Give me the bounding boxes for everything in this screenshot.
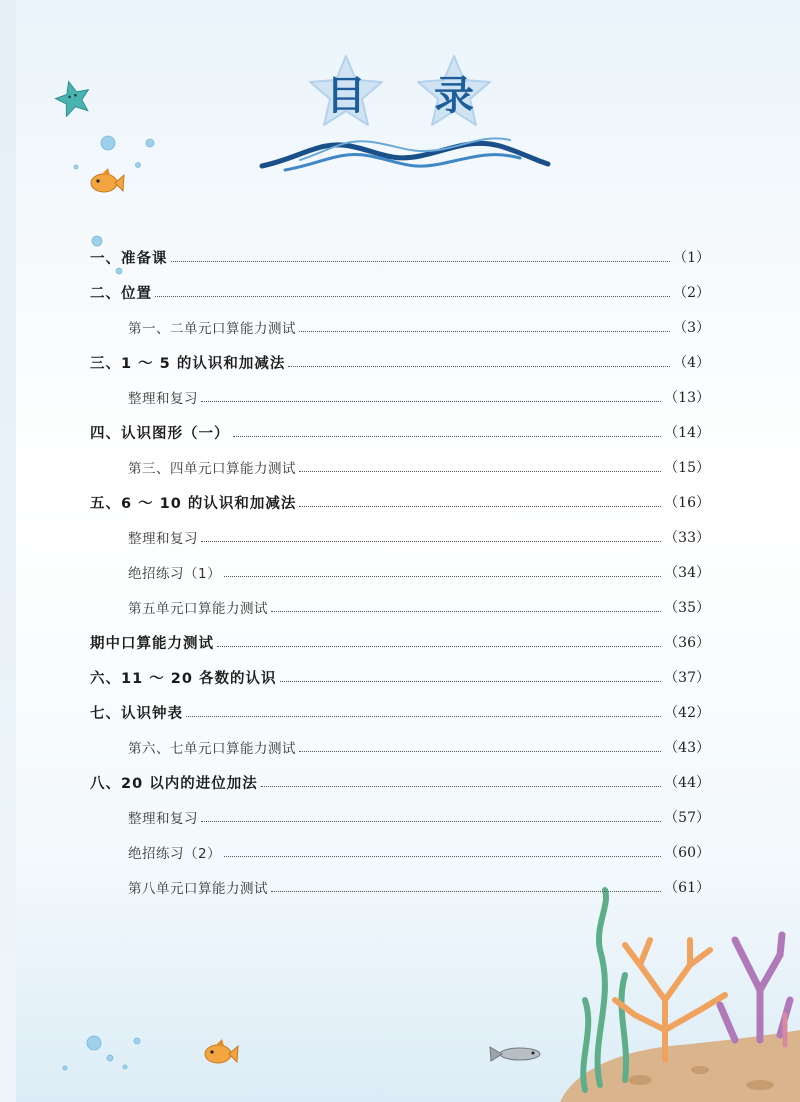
dot-leader xyxy=(299,471,661,472)
toc-entry-title: 整理和复习 xyxy=(128,391,198,407)
dot-leader xyxy=(299,331,670,332)
starfish-icon xyxy=(52,77,93,118)
toc-entry[interactable] xyxy=(90,490,710,514)
toc-entry[interactable] xyxy=(90,700,710,724)
toc-entry-title: 六、11 ～ 20 各数的认识 xyxy=(90,670,277,687)
toc-entry-title: 第八单元口算能力测试 xyxy=(128,881,268,897)
toc-entry-page: （14） xyxy=(664,425,710,441)
toc-entry[interactable] xyxy=(128,525,710,549)
toc-entry-title: 第五单元口算能力测试 xyxy=(128,601,268,617)
toc-entry[interactable] xyxy=(90,770,710,794)
dot-leader xyxy=(271,891,661,892)
toc-entry-page: （4） xyxy=(673,355,710,371)
toc-entry[interactable] xyxy=(128,840,710,864)
toc-entry-title: 四、认识图形（一） xyxy=(90,425,230,442)
toc-entry-page: （13） xyxy=(664,390,710,406)
wave-icon xyxy=(262,138,548,170)
toc-entry[interactable] xyxy=(90,350,710,374)
dot-leader xyxy=(201,401,661,402)
toc-entry-page: （43） xyxy=(664,740,710,756)
dot-leader xyxy=(201,541,661,542)
dot-leader xyxy=(280,681,662,682)
dot-leader xyxy=(299,506,661,507)
dot-leader xyxy=(224,576,661,577)
toc-entry-title: 第六、七单元口算能力测试 xyxy=(128,741,296,757)
title-star-badge xyxy=(306,52,386,132)
dot-leader xyxy=(171,261,671,262)
toc-entry[interactable] xyxy=(90,420,710,444)
dot-leader xyxy=(261,786,661,787)
toc-entry-page: （61） xyxy=(664,880,710,896)
toc-entry-title: 整理和复习 xyxy=(128,811,198,827)
toc-entry[interactable] xyxy=(90,245,710,269)
toc-entry[interactable] xyxy=(90,280,710,304)
toc-entry-title: 二、位置 xyxy=(90,285,152,302)
toc-entry-page: （1） xyxy=(673,250,710,266)
dot-leader xyxy=(271,611,661,612)
toc-entry-title: 第三、四单元口算能力测试 xyxy=(128,461,296,477)
dot-leader xyxy=(155,296,670,297)
toc-entry-title: 八、20 以内的进位加法 xyxy=(90,775,258,792)
toc-entry-title: 一、准备课 xyxy=(90,250,168,267)
dot-leader xyxy=(288,366,670,367)
toc-entry-page: （35） xyxy=(664,600,710,616)
toc-entry-title: 第一、二单元口算能力测试 xyxy=(128,321,296,337)
toc-entry[interactable] xyxy=(128,735,710,759)
toc-entry-page: （37） xyxy=(664,670,710,686)
dot-leader xyxy=(201,821,661,822)
toc-entry[interactable] xyxy=(90,630,710,654)
toc-entry-title: 整理和复习 xyxy=(128,531,198,547)
toc-entry[interactable] xyxy=(128,805,710,829)
page-title xyxy=(300,52,500,142)
fish-icon xyxy=(205,1039,238,1063)
toc-entry-page: （57） xyxy=(664,810,710,826)
toc-entry[interactable] xyxy=(128,455,710,479)
toc-entry-page: （44） xyxy=(664,775,710,791)
dot-leader xyxy=(217,646,661,647)
toc-entry[interactable] xyxy=(90,665,710,689)
title-star-badge xyxy=(414,52,494,132)
toc-entry-page: （15） xyxy=(664,460,710,476)
toc-entry-page: （34） xyxy=(664,565,710,581)
dot-leader xyxy=(186,716,661,717)
title-char-1: 目 xyxy=(326,72,366,119)
toc-entry-title: 七、认识钟表 xyxy=(90,705,183,722)
dot-leader xyxy=(224,856,661,857)
toc-entry[interactable] xyxy=(128,385,710,409)
toc-entry-title: 绝招练习（2） xyxy=(128,846,222,862)
toc-entry-title: 五、6 ～ 10 的认识和加减法 xyxy=(90,495,297,512)
bubbles-icon xyxy=(63,1036,140,1070)
fish-icon xyxy=(490,1047,540,1061)
toc-entry-page: （33） xyxy=(664,530,710,546)
toc-entry-title: 期中口算能力测试 xyxy=(90,635,214,652)
dot-leader xyxy=(233,436,662,437)
title-char-2: 录 xyxy=(434,72,474,119)
dot-leader xyxy=(299,751,661,752)
toc-entry-page: （2） xyxy=(673,285,710,301)
toc-entry-title: 三、1 ～ 5 的认识和加减法 xyxy=(90,355,286,372)
toc-entry[interactable] xyxy=(128,315,710,339)
fish-icon xyxy=(91,168,124,192)
toc-entry[interactable] xyxy=(128,595,710,619)
toc-entry-page: （3） xyxy=(673,320,710,336)
toc-entry[interactable] xyxy=(128,875,710,899)
toc-entry-page: （16） xyxy=(664,495,710,511)
toc-entry-title: 绝招练习（1） xyxy=(128,566,222,582)
toc-entry[interactable] xyxy=(128,560,710,584)
toc-entry-page: （60） xyxy=(664,845,710,861)
toc-entry-page: （36） xyxy=(664,635,710,651)
toc-entry-page: （42） xyxy=(664,705,710,721)
